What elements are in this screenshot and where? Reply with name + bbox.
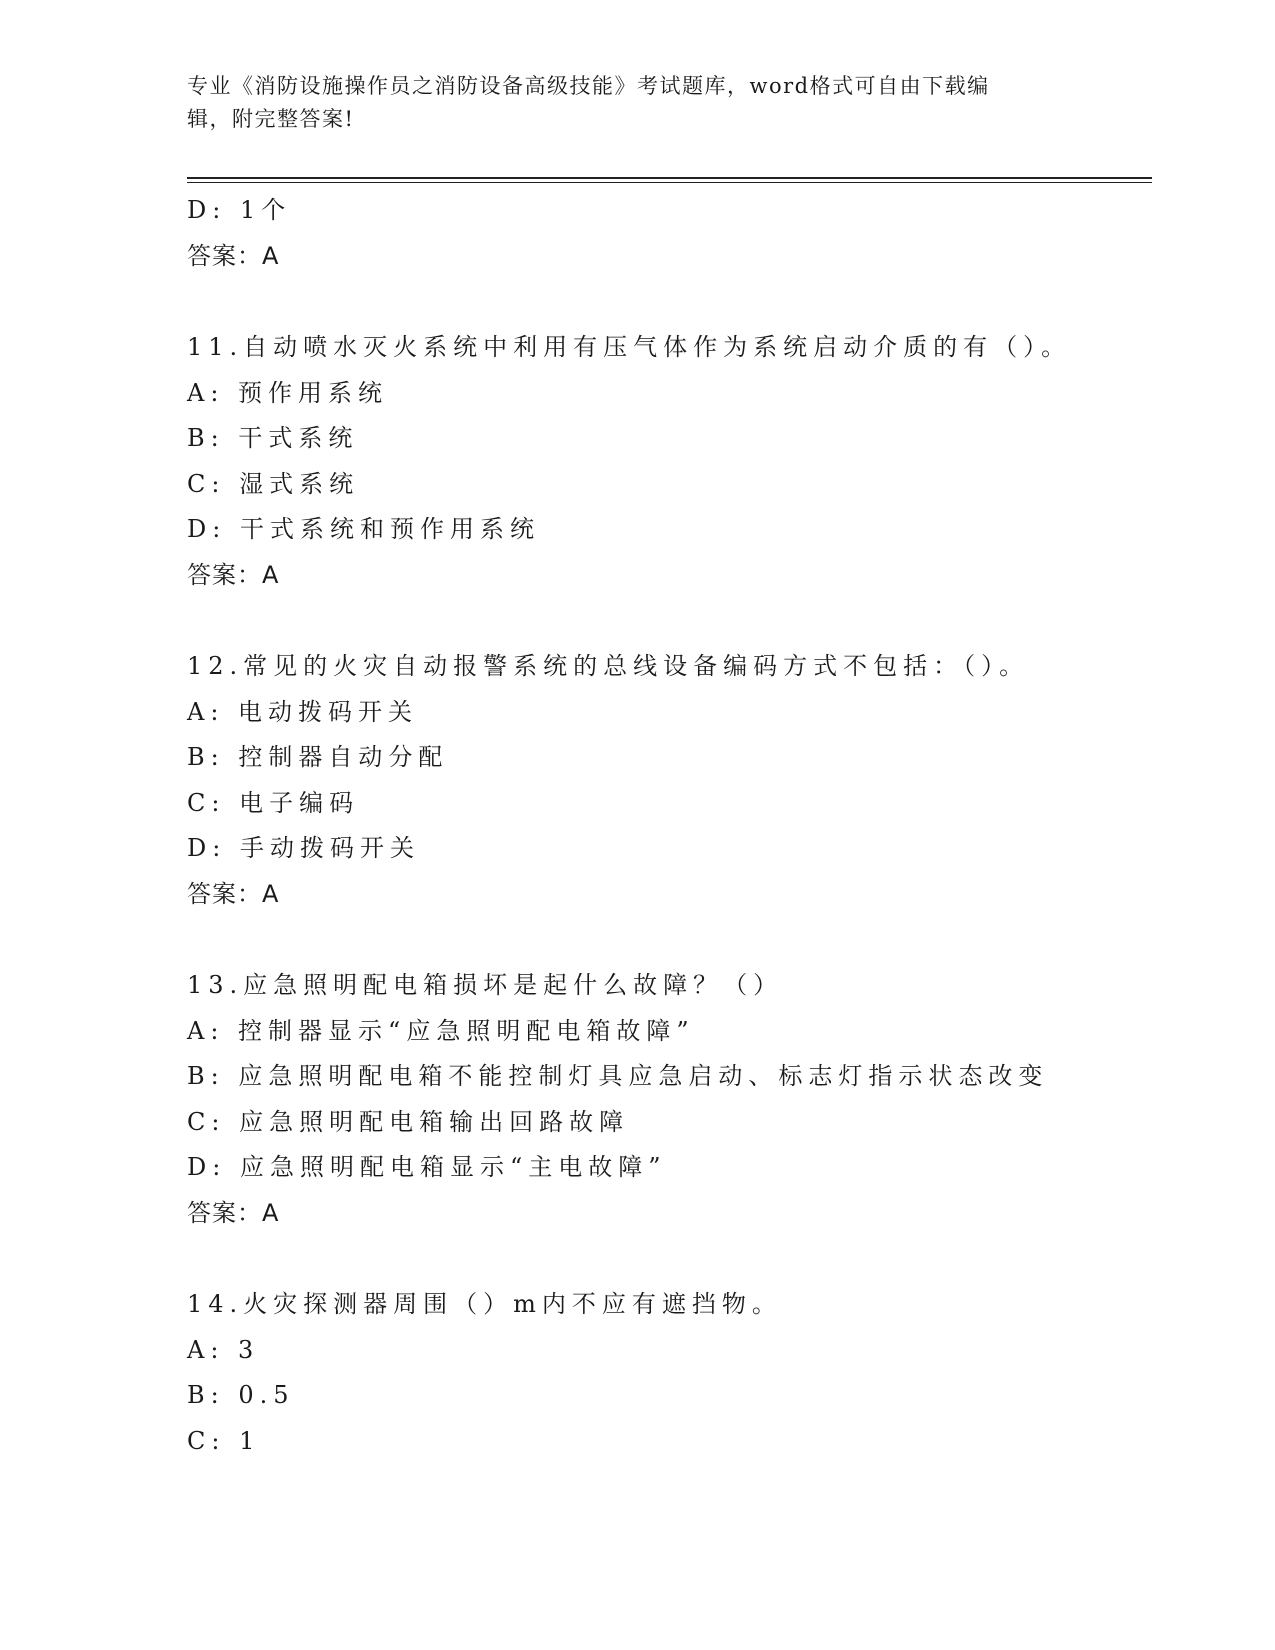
spacer: [187, 279, 1152, 325]
question-stem: 12.常见的火灾自动报警系统的总线设备编码方式不包括：（）。: [187, 652, 1030, 680]
option-a: A: 电动拨码开关: [187, 697, 419, 726]
question-block-13: [187, 963, 1152, 1236]
question-block-14: [187, 1282, 1152, 1464]
option-b: B: 0.5: [187, 1381, 295, 1409]
option-d: D: 干式系统和预作用系统: [187, 515, 540, 543]
answer: 答案：A: [187, 1198, 280, 1227]
question-content: [187, 188, 1152, 1464]
header-rule-thick: [187, 177, 1152, 179]
option-a: A: 3: [187, 1335, 260, 1364]
header-rule-thin: [187, 182, 1152, 183]
option-a: A: 预作用系统: [187, 378, 389, 407]
prev-option-d: D: 1个: [187, 196, 292, 224]
header-line-2: 辑，附完整答案!: [187, 107, 355, 131]
answer: 答案：A: [187, 879, 280, 908]
question-block-11: [187, 325, 1152, 598]
option-d: D: 手动拨码开关: [187, 834, 420, 862]
option-a: A: 控制器显示“应急照明配电箱故障”: [187, 1016, 695, 1045]
option-b: B: 干式系统: [187, 424, 359, 452]
option-b: B: 应急照明配电箱不能控制灯具应急启动、标志灯指示状态改变: [187, 1062, 1049, 1090]
question-block-12: [187, 644, 1152, 917]
option-c: C: 应急照明配电箱输出回路故障: [187, 1107, 630, 1136]
spacer: [187, 598, 1152, 644]
question-stem: 11.自动喷水灭火系统中利用有压气体作为系统启动介质的有（）。: [187, 333, 1072, 361]
option-c: C: 电子编码: [187, 788, 360, 817]
prev-answer: 答案：A: [187, 241, 280, 270]
document-header: [187, 70, 1067, 136]
spacer: [187, 917, 1152, 963]
question-stem: 13.应急照明配电箱损坏是起什么故障？（）: [187, 971, 784, 999]
option-d: D: 应急照明配电箱显示“主电故障”: [187, 1153, 667, 1181]
question-stem: 14.火灾探测器周围（）m内不应有遮挡物。: [187, 1290, 782, 1318]
option-c: C: 1: [187, 1426, 261, 1455]
option-b: B: 控制器自动分配: [187, 743, 449, 771]
spacer: [187, 1236, 1152, 1282]
header-line-1: 专业《消防设施操作员之消防设备高级技能》考试题库，word格式可自由下载编: [187, 74, 990, 98]
option-c: C: 湿式系统: [187, 469, 360, 498]
answer: 答案：A: [187, 560, 280, 589]
